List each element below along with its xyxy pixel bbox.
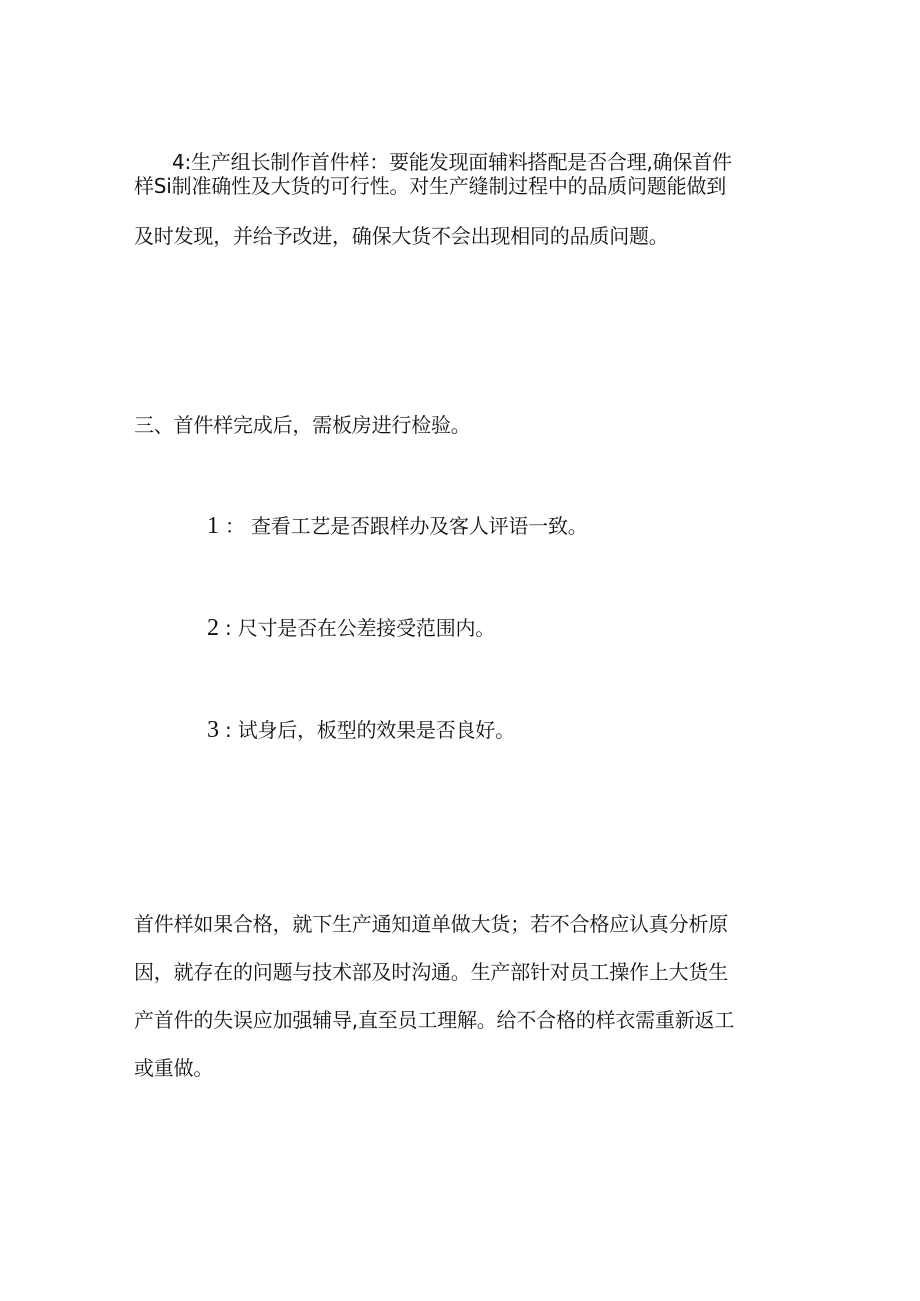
list-item-separator: ： [224,514,245,538]
paragraph-line: 产首件的失误应加强辅导,直至员工理解。给不合格的样衣需重新返工 [134,1008,735,1032]
list-item-number: 2 [207,615,219,641]
list-item-number: 3 [207,717,219,743]
list-item-separator: : [224,616,232,640]
paragraph-line: 因，就存在的问题与技术部及时沟通。生产部针对员工操作上大货生 [134,960,728,984]
paragraph-line: 或重做。 [134,1056,214,1080]
list-item [207,616,495,640]
paragraph-line: 首件样如果合格，就下生产通知道单做大货；若不合格应认真分析原 [134,912,728,936]
paragraph-line: 及时发现，并给予改进，确保大货不会出现相同的品质问题。 [134,224,669,248]
paragraph-line: 4:生产组长制作首件样：要能发现面辅料搭配是否合理,确保首件 [172,150,732,174]
list-item-text: 查看工艺是否跟样办及客人评语一致。 [250,514,588,538]
section-heading: 三、首件样完成后，需板房进行检验。 [134,413,471,437]
list-item-separator: : [224,718,232,742]
list-item-text: 尺寸是否在公差接受范围内。 [237,616,496,640]
list-item [207,514,588,538]
list-item-number: 1 [207,513,219,539]
paragraph-line: 样Si制准确性及大货的可行性。对生产缝制过程中的品质问题能做到 [134,174,727,198]
list-item [207,718,515,742]
list-item-text: 试身后，板型的效果是否良好。 [237,718,515,742]
